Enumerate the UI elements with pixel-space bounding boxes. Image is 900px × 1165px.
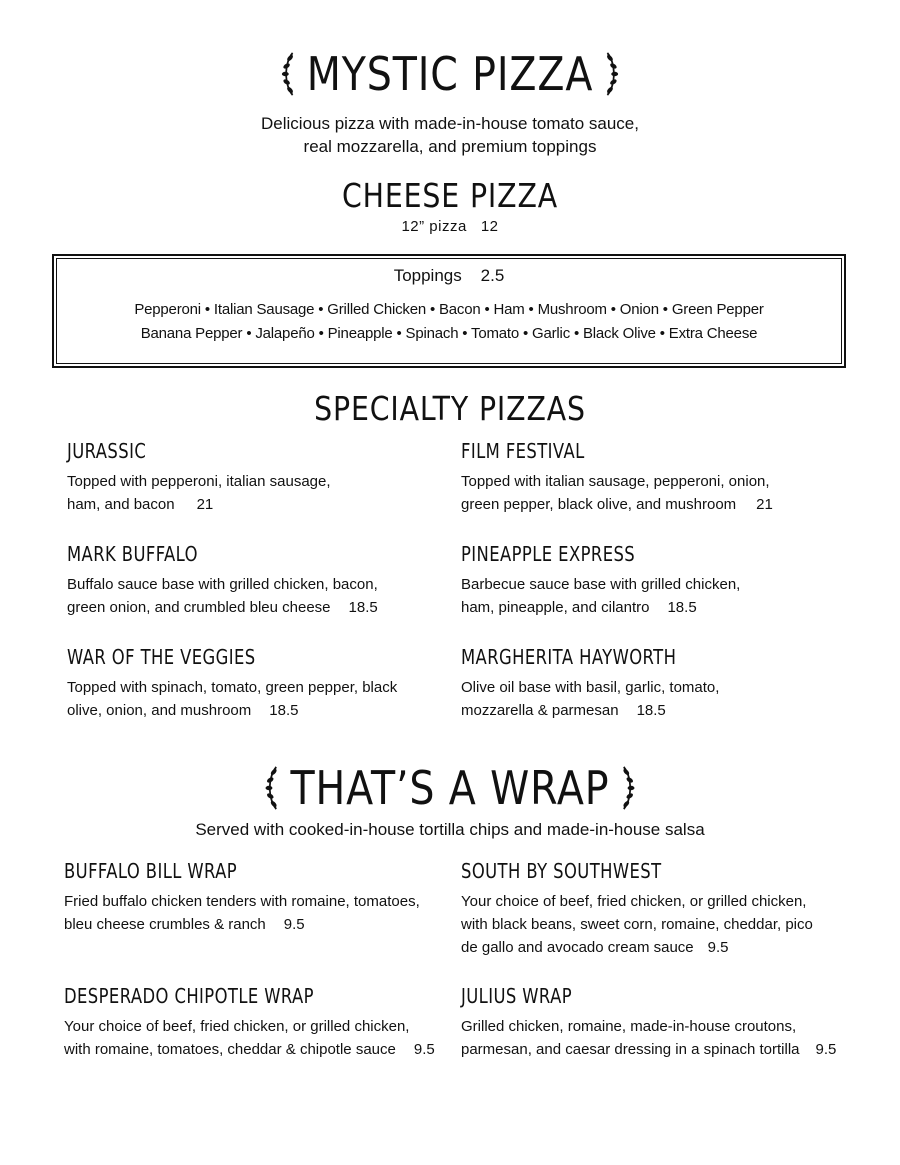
item-price: 9.5: [283, 916, 305, 933]
cheese-price-value: 12: [480, 218, 499, 235]
toppings-price: 2.5: [480, 266, 505, 285]
menu-item: [461, 983, 861, 1061]
cheese-pizza-price: [0, 218, 900, 235]
item-name: SOUTH BY SOUTHWEST: [461, 859, 662, 883]
item-price: 9.5: [707, 939, 729, 956]
item-price: 9.5: [413, 1041, 435, 1058]
menu-item: [461, 541, 861, 619]
item-name: DESPERADO CHIPOTLE WRAP: [64, 984, 314, 1008]
toppings-list-line-1: Pepperoni • Italian Sausage • Grilled Chicken • Bacon • Ham • Mushroom • Onion • Green Pepper: [134, 301, 764, 318]
tagline-line-1: Delicious pizza with made-in-house tomato sauce,: [261, 114, 639, 133]
menu-item: [67, 541, 467, 619]
menu-item: [67, 438, 467, 516]
tagline-line-2: real mozzarella, and premium toppings: [303, 137, 597, 156]
toppings-heading: [54, 266, 844, 286]
item-price: 21: [756, 496, 773, 513]
item-name: BUFFALO BILL WRAP: [64, 859, 238, 883]
laurel-right-icon: [602, 49, 621, 99]
menu-item: [461, 858, 861, 959]
item-name: FILM FESTIVAL: [461, 439, 585, 463]
item-description: Barbecue sauce base with grilled chicken, ham, pineapple, and cilantro 18.5: [461, 576, 741, 616]
item-price: 18.5: [636, 702, 666, 719]
menu-item: [64, 983, 464, 1061]
wraps-title: THAT’S A WRAP: [63, 762, 837, 823]
item-name: PINEAPPLE EXPRESS: [461, 542, 636, 566]
menu-item: [461, 644, 861, 722]
wraps-subtitle: Served with cooked-in-house tortilla chips and made-in-house salsa: [195, 820, 705, 839]
item-description: Topped with spinach, tomato, green pepper, black olive, onion, and mushroom 18.5: [67, 679, 398, 719]
item-price: 18.5: [269, 702, 299, 719]
item-name: MARGHERITA HAYWORTH: [461, 645, 677, 669]
item-description: Topped with pepperoni, italian sausage, ham, and bacon 21: [67, 473, 331, 513]
item-description: Olive oil base with basil, garlic, tomato, mozzarella & parmesan 18.5: [461, 679, 720, 719]
menu-title: MYSTIC PIZZA: [63, 48, 837, 109]
cheese-pizza-title: CHEESE PIZZA: [341, 176, 559, 215]
toppings-list-line-2: Banana Pepper • Jalapeño • Pineapple • Spinach • Tomato • Garlic • Black Olive • Extra Cheese: [140, 325, 758, 342]
specialty-pizzas-title: SPECIALTY PIZZAS: [314, 389, 586, 428]
item-description: Fried buffalo chicken tenders with romaine, tomatoes, bleu cheese crumbles & ranch 9.5: [64, 893, 420, 933]
toppings-box: [52, 254, 846, 368]
item-description: Buffalo sauce base with grilled chicken, bacon, green onion, and crumbled bleu cheese 18.5: [67, 576, 378, 616]
menu-item: [67, 644, 467, 722]
item-name: JULIUS WRAP: [461, 984, 573, 1008]
item-description: Grilled chicken, romaine, made-in-house croutons, parmesan, and caesar dressing in a spinach tortilla 9.5: [461, 1018, 837, 1058]
item-description: Your choice of beef, fried chicken, or grilled chicken, with romaine, tomatoes, cheddar & chipotle sauce 9.5: [64, 1018, 435, 1058]
item-description: Your choice of beef, fried chicken, or grilled chicken, with black beans, sweet corn, romaine, cheddar, pico de gallo and avocado cream sauce 9.5: [461, 893, 813, 956]
item-price: 18.5: [667, 599, 697, 616]
item-description: Topped with italian sausage, pepperoni, onion, green pepper, black olive, and mushroom 21: [461, 473, 773, 513]
item-name: WAR OF THE VEGGIES: [67, 645, 256, 669]
item-price: 18.5: [348, 599, 378, 616]
laurel-left-icon: [263, 763, 282, 813]
item-name: JURASSIC: [67, 439, 147, 463]
item-name: MARK BUFFALO: [67, 542, 198, 566]
menu-item: [64, 858, 464, 936]
item-price: 21: [196, 496, 214, 513]
laurel-right-icon: [618, 763, 637, 813]
laurel-left-icon: [279, 49, 298, 99]
cheese-size-label: 12” pizza: [401, 218, 467, 235]
menu-item: [461, 438, 861, 516]
item-price: 9.5: [815, 1041, 837, 1058]
toppings-label: Toppings: [393, 266, 462, 285]
